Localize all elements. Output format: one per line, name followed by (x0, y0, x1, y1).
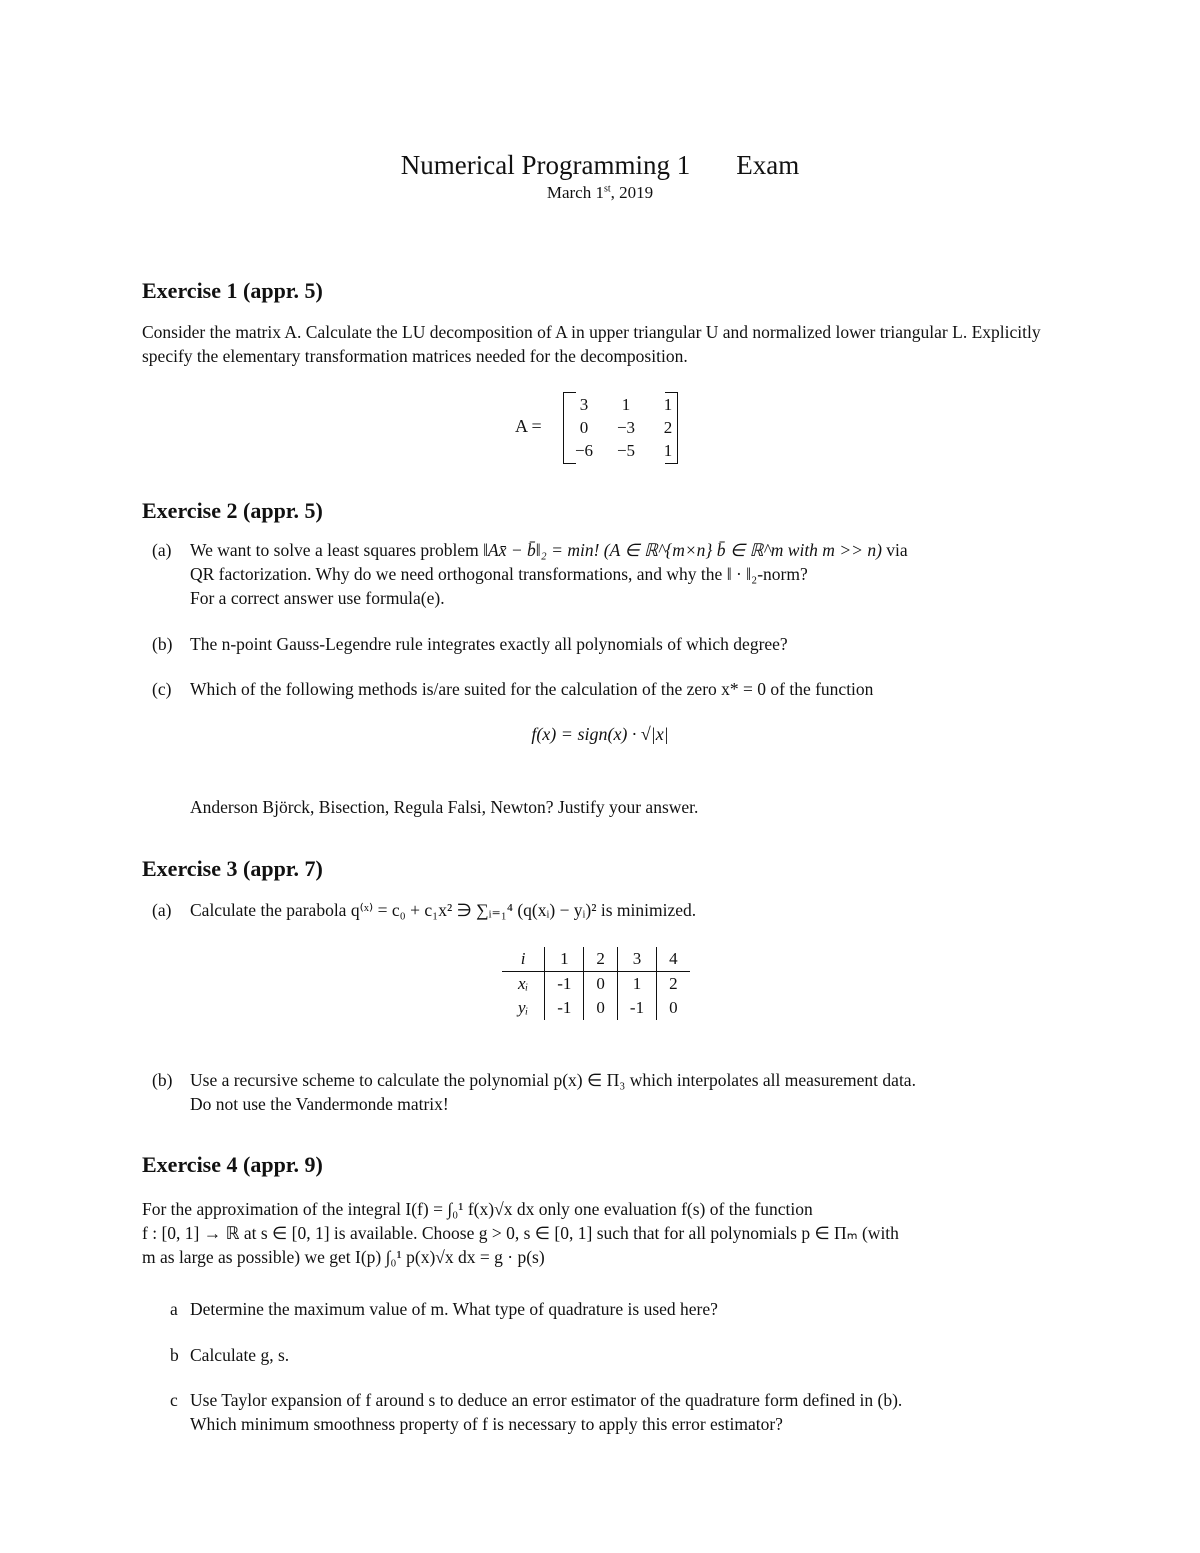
item-label: (a) (152, 540, 172, 560)
exercise-4b-text: Calculate g, s. (190, 1345, 290, 1365)
exam-label: Exam (736, 150, 800, 180)
table-cell: 3 (617, 947, 656, 972)
item-label: (c) (152, 679, 172, 699)
item-label: b (170, 1345, 179, 1365)
table-cell: 0 (584, 972, 618, 997)
measurement-table (502, 947, 690, 1020)
title-block (0, 150, 1200, 203)
exercise-4c-line-2: Which minimum smoothness property of f is necessary to apply this error estimator? (190, 1414, 783, 1434)
exercise-3b-line-1: Use a recursive scheme to calculate the polynomial p(x) ∈ Π₃ which interpolates all measurement data. (190, 1070, 916, 1090)
table-cell: xᵢ (518, 974, 529, 993)
exercise-4b (170, 1343, 1070, 1367)
exercise-2a-line-1: We want to solve a least squares problem ‖Ax̄ − b̄‖₂ = min! (A ∈ ℝ^{m×n} b̄ ∈ ℝ^m with m >> n) via (190, 540, 908, 560)
exercise-3b-line-2: Do not use the Vandermonde matrix! (190, 1094, 449, 1114)
table-cell: -1 (545, 972, 584, 997)
exercise-1-text: Consider the matrix A. Calculate the LU decomposition of A in upper triangular U and normalized lower triangular L. Explicitly specify the elementary transformation matrices needed for the decomposition. (142, 322, 1041, 366)
matrix-cell: −5 (616, 440, 636, 460)
exercise-4-line-2: f : [0, 1] → ℝ at s ∈ [0, 1] is available. Choose g > 0, s ∈ [0, 1] such that for all polynomials p ∈ Πₘ (with (142, 1223, 899, 1243)
table-cell: -1 (617, 996, 656, 1020)
exercise-4c-line-1: Use Taylor expansion of f around s to deduce an error estimator of the quadrature form defined in (b). (190, 1390, 903, 1410)
table-cell: 1 (545, 947, 584, 972)
least-squares-formula: ‖Ax̄ − b̄‖₂ = min! (A ∈ ℝ^{m×n} b̄ ∈ ℝ^m with m >> n) (483, 540, 882, 560)
table-cell: 4 (657, 947, 690, 972)
exercise-4a (170, 1297, 1070, 1321)
exercise-2a-line-3: For a correct answer use formula(e). (190, 588, 445, 608)
exercise-4-line-3: m as large as possible) we get I(p) ∫₀¹ p(x)√x dx = g · p(s) (142, 1247, 545, 1267)
exercise-4-line-1: For the approximation of the integral I(f) = ∫₀¹ f(x)√x dx only one evaluation f(s) of the function (142, 1199, 813, 1219)
table-cell: i (502, 947, 545, 972)
exercise-3a-text: Calculate the parabola q⁽ˣ⁾ = c₀ + c₁x² ∋ ∑ᵢ₌₁⁴ (q(xᵢ) − yᵢ)² is minimized. (190, 900, 697, 920)
matrix-entries (570, 393, 682, 462)
exercise-2b (152, 632, 1062, 656)
table-cell: 2 (584, 947, 618, 972)
table-row (502, 996, 690, 1020)
exercise-4c (170, 1388, 1070, 1436)
table-row (502, 972, 690, 997)
exercise-3-heading: Exercise 3 (appr. 7) (142, 856, 323, 881)
matrix-cell: 2 (663, 417, 673, 437)
matrix-row (570, 416, 682, 439)
item-label: a (170, 1299, 178, 1319)
table-header-row (502, 947, 690, 972)
matrix-cell: −3 (616, 417, 636, 437)
table-cell: 1 (617, 972, 656, 997)
exercise-4-heading: Exercise 4 (appr. 9) (142, 1152, 323, 1177)
matrix-cell: 1 (621, 394, 631, 414)
item-label: c (170, 1390, 178, 1410)
course-title: Numerical Programming 1 (400, 150, 691, 180)
matrix-cell: 1 (663, 440, 673, 460)
table-cell: -1 (545, 996, 584, 1020)
exercise-2c-text: Which of the following methods is/are suited for the calculation of the zero x* = 0 of the function (190, 679, 874, 699)
methods-text: Anderson Björck, Bisection, Regula Falsi, Newton? Justify your answer. (190, 797, 699, 817)
matrix-cell: −6 (574, 440, 594, 460)
exercise-1-heading: Exercise 1 (appr. 5) (142, 278, 323, 303)
table-cell: 2 (657, 972, 690, 997)
exercise-2a-line-2: QR factorization. Why do we need orthogonal transformations, and why the ‖ · ‖₂-norm? (190, 564, 808, 584)
matrix-row (570, 439, 682, 462)
exercise-2c (152, 677, 1062, 701)
page-title (0, 150, 1200, 181)
exercise-4-text (142, 1197, 1062, 1269)
table-cell: yᵢ (518, 998, 529, 1017)
function-formula: f(x) = sign(x) · √|x| (531, 724, 669, 744)
item-label: (a) (152, 900, 172, 920)
exercise-3a (152, 898, 1062, 922)
matrix-cell: 1 (663, 394, 673, 414)
matrix-row (570, 393, 682, 416)
exercise-4a-text: Determine the maximum value of m. What type of quadrature is used here? (190, 1299, 718, 1319)
exercise-2b-text: The n-point Gauss-Legendre rule integrates exactly all polynomials of which degree? (190, 634, 788, 654)
table-cell: 0 (584, 996, 618, 1020)
matrix-cell: 0 (579, 417, 589, 437)
table-cell: 0 (657, 996, 690, 1020)
exercise-2c-methods (152, 795, 1062, 819)
matrix-cell: 3 (579, 394, 589, 414)
item-label: (b) (152, 634, 173, 654)
exam-date: March 1st, 2019 (546, 183, 654, 202)
exercise-3b (152, 1068, 1062, 1116)
item-label: (b) (152, 1070, 173, 1090)
matrix-label: A = (515, 416, 542, 436)
exercise-2-heading: Exercise 2 (appr. 5) (142, 498, 323, 523)
exercise-2a (152, 538, 1062, 610)
